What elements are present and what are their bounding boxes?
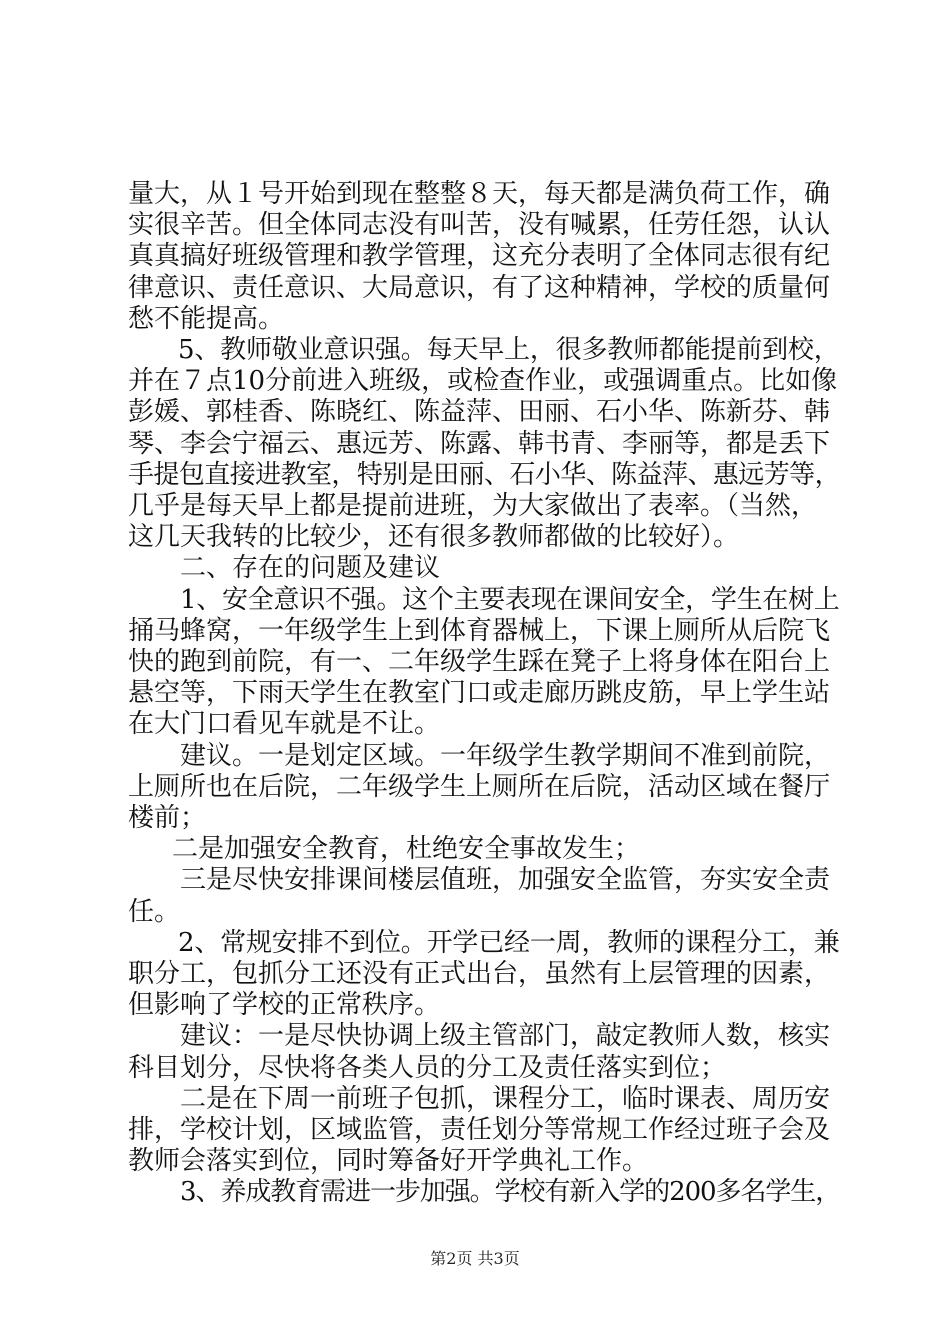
text-line: 3、养成教育需进一步加强。学校有新入学的200多名学生， (180, 1177, 841, 1208)
text-line: 2、常规安排不到位。开学已经一周，教师的课程分工，兼 (178, 927, 840, 958)
text-line: 楼前； (128, 803, 207, 833)
text-line: 但影响了学校的正常秩序。 (128, 990, 441, 1021)
text-line: 这几天我转的比较少，还有很多教师都做的比较好）。 (128, 522, 740, 553)
text-line: 二、存在的问题及建议 (180, 553, 441, 584)
text-line: 捅马蜂窝，一年级学生上到体育器械上，下课上厕所从后院飞 (128, 615, 831, 646)
text-line: 彭媛、郭桂香、陈晓红、陈益萍、田丽、石小华、陈新芬、韩 (128, 397, 831, 428)
text-line: 愁不能提高。 (128, 303, 285, 334)
text-line: 手提包直接进教室，特别是田丽、石小华、陈益萍、惠远芳等， (128, 459, 841, 490)
text-line: 建议：一是尽快协调上级主管部门，敲定教师人数，核实 (180, 1021, 831, 1052)
text-line: 并在７点10分前进入班级，或检查作业，或强调重点。比如像 (128, 366, 838, 397)
text-line: 几乎是每天早上都是提前进班，为大家做出了表率。（当然， (128, 491, 818, 521)
text-line: 量大，从１号开始到现在整整８天，每天都是满负荷工作，确 (128, 179, 831, 209)
text-line: 律意识、责任意识、大局意识，有了这种精神，学校的质量何 (128, 272, 831, 303)
text-line: 在大门口看见车就是不让。 (128, 709, 441, 740)
page-footer: 第2页 共3页 (430, 1249, 520, 1268)
text-line: 建议。一是划定区域。一年级学生教学期间不准到前院， (180, 740, 831, 771)
text-line: 真真搞好班级管理和教学管理，这充分表明了全体同志很有纪 (128, 241, 831, 272)
text-line: 5、教师敬业意识强。每天早上，很多教师都能提前到校， (178, 335, 840, 365)
text-line: 科目划分，尽快将各类人员的分工及责任落实到位； (128, 1052, 727, 1083)
text-line: 二是加强安全教育，杜绝安全事故发生； (172, 834, 641, 865)
text-line: 二是在下周一前班子包抓，课程分工，临时课表、周历安 (180, 1083, 831, 1114)
text-line: 三是尽快安排课间楼层值班，加强安全监管，夯实安全责 (180, 865, 831, 896)
text-line: 1、安全意识不强。这个主要表现在课间安全，学生在树上 (180, 584, 840, 615)
text-line: 快的跑到前院，有一、二年级学生踩在凳子上将身体在阳台上 (128, 647, 831, 677)
text-line: 职分工，包抓分工还没有正式出台，虽然有上层管理的因素， (128, 959, 831, 989)
text-line: 实很辛苦。但全体同志没有叫苦，没有喊累，任劳任怨，认认 (128, 210, 831, 241)
text-line: 任。 (128, 896, 181, 927)
text-line: 排，学校计划，区域监管，责任划分等常规工作经过班子会及 (128, 1115, 831, 1145)
text-line: 悬空等，下雨天学生在教室门口或走廊历跳皮筋，早上学生站 (128, 678, 831, 709)
text-line: 琴、李会宁福云、惠远芳、陈露、韩书青、李丽等，都是丢下 (128, 428, 831, 459)
text-line: 上厕所也在后院，二年级学生上厕所在后院，活动区域在餐厅 (128, 771, 831, 802)
text-line: 教师会落实到位，同时筹备好开学典礼工作。 (128, 1146, 649, 1177)
